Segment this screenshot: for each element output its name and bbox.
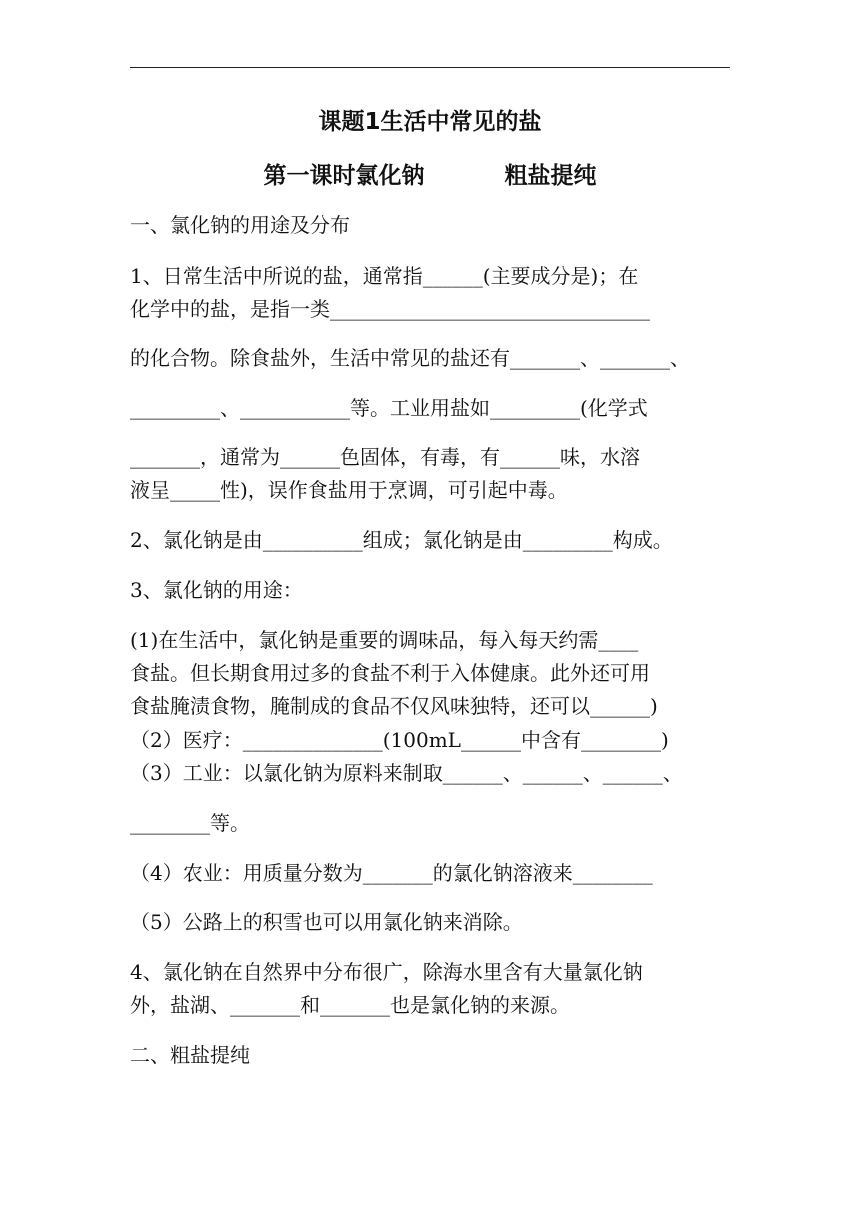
- page-subtitle: 第一课时氯化钠 粗盐提纯: [263, 163, 597, 189]
- question-3-line-8: （5）公路上的积雪也可以用氯化钠来消除。: [130, 910, 523, 934]
- question-2: 2、氯化钠是由__________组成；氯化钠是由_________构成。: [130, 528, 673, 552]
- question-3-line-1: (1)在生活中，氯化钠是重要的调味品，每入每天约需____: [130, 628, 639, 652]
- question-3-heading: 3、氯化钠的用途：: [130, 578, 303, 602]
- section-heading-1: 一、氯化钠的用途及分布: [130, 213, 350, 237]
- question-4-line-2: 外，盐湖、_______和_______也是氯化钠的来源。: [130, 993, 570, 1017]
- question-1-line-1: 1、日常生活中所说的盐，通常指______(主要成分是)；在: [130, 264, 639, 288]
- question-3-line-3: 食盐腌渍食物，腌制成的食品不仅风味独特，还可以______): [130, 694, 658, 718]
- question-1-line-6: 液呈_____性)，误作食盐用于烹调，可引起中毒。: [130, 478, 568, 502]
- question-1-line-5: _______，通常为______色固体，有毒，有______味，水溶: [130, 445, 640, 469]
- question-3-line-2: 食盐。但长期食用过多的食盐不利于入体健康。此外还可用: [130, 661, 650, 685]
- question-1-line-2: 化学中的盐，是指一类________________________________: [130, 297, 650, 321]
- question-3-line-4: （2）医疗：______________(100mL______中含有________): [130, 728, 669, 752]
- question-3-line-6: ________等。: [130, 811, 250, 835]
- question-3-line-5: （3）工业：以氯化钠为原料来制取______、______、______、: [130, 761, 683, 785]
- question-1-line-4: _________、___________等。工业用盐如_________(化学式: [130, 396, 648, 420]
- question-1-line-3: 的化合物。除食盐外，生活中常见的盐还有_______、_______、: [130, 346, 690, 370]
- page-title: 课题1生活中常见的盐: [318, 109, 542, 135]
- section-heading-2: 二、粗盐提纯: [130, 1043, 250, 1067]
- header-rule: [130, 67, 730, 68]
- question-4-line-1: 4、氯化钠在自然界中分布很广，除海水里含有大量氯化钠: [130, 960, 643, 984]
- question-3-line-7: （4）农业：用质量分数为_______的氯化钠溶液来________: [130, 861, 653, 885]
